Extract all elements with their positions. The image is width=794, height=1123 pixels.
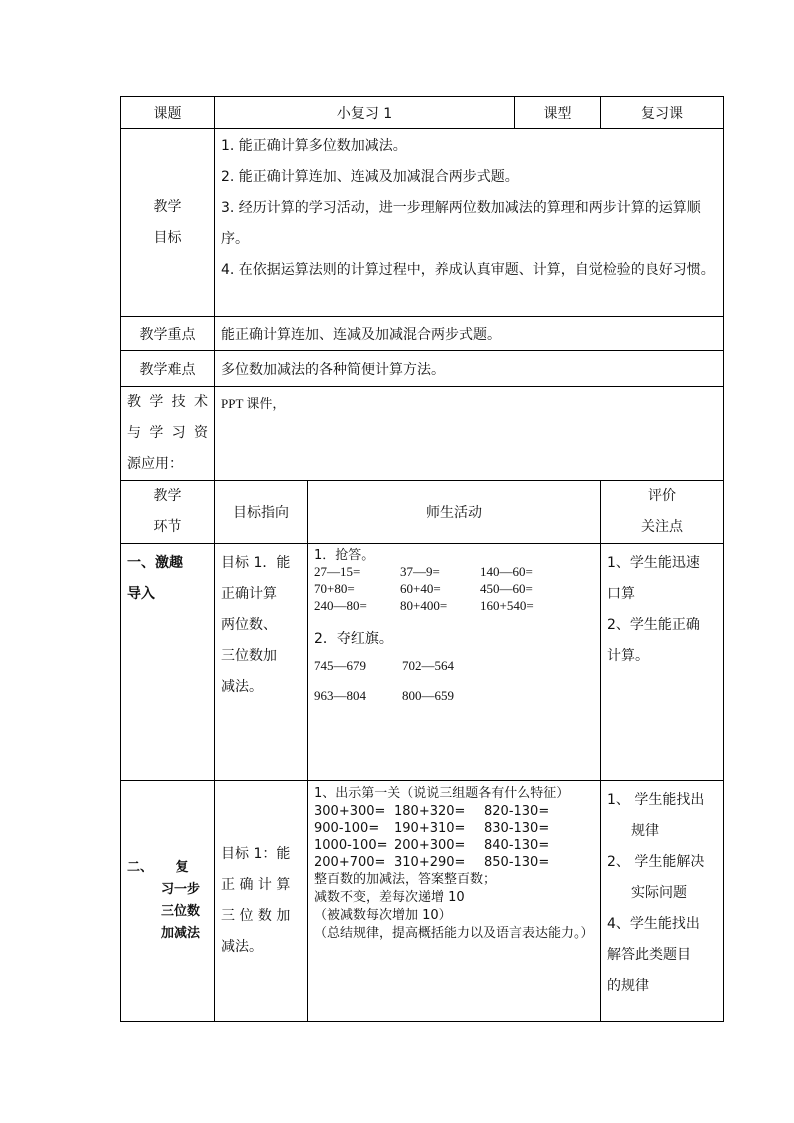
objective-item: 3. 经历计算的学习活动，进一步理解两位数加减法的算理和两步计算的运算顺序。 xyxy=(221,200,701,247)
math-item: 190+310= xyxy=(394,821,466,836)
section1-stage xyxy=(121,544,215,781)
eval-line: 口算 xyxy=(607,586,636,602)
stage-line: 一、激趣 xyxy=(127,555,183,571)
objectives-row xyxy=(121,129,724,317)
difficulty-row xyxy=(121,351,724,387)
math-item: 200+300= xyxy=(394,838,466,853)
activity-title: 1．抢答。 xyxy=(314,548,375,563)
eval-line: 的规律 xyxy=(607,978,650,994)
tech-label xyxy=(121,387,215,481)
math-item: 840-130= xyxy=(484,838,550,853)
goal-line: 三 位 数 加 xyxy=(221,908,291,924)
goal-line: 三位数加 xyxy=(221,648,277,664)
math-item: 800—659 xyxy=(402,688,454,703)
stage-line: 加减法 xyxy=(160,926,200,941)
activity-note: 整百数的加减法，答案整百数； xyxy=(314,872,497,887)
math-item: 900-100= xyxy=(314,821,380,836)
quick-answer-grid xyxy=(314,563,594,614)
eval-line: 规律 xyxy=(631,823,660,839)
eval-line: 实际问题 xyxy=(631,885,688,901)
stage-header-line: 教学 xyxy=(153,488,182,504)
type-value: 复习课 xyxy=(601,97,724,129)
key-point-value: 能正确计算连加、连减及加减混合两步式题。 xyxy=(215,317,724,351)
section2-eval xyxy=(601,781,724,1022)
column-header-row xyxy=(121,481,724,544)
eval-header-line: 关注点 xyxy=(641,519,684,535)
activity-intro: 1、出示第一关（说说三组题各有什么特征） xyxy=(314,786,570,801)
section1-eval xyxy=(601,544,724,781)
section1-goal xyxy=(215,544,308,781)
topic-label: 课题 xyxy=(121,97,215,129)
eval-line: 解答此类题目 xyxy=(607,947,692,963)
math-item: 70+80= xyxy=(314,581,355,596)
section2-activity xyxy=(308,781,601,1022)
eval-line: 2、 学生能解决 xyxy=(607,854,705,870)
stage-line: 二、 复 xyxy=(127,860,189,875)
math-item: 80+400= xyxy=(400,598,448,613)
goal-line: 目标 1．能 xyxy=(221,555,291,571)
section1-activity xyxy=(308,544,601,781)
goal-header: 目标指向 xyxy=(215,481,308,544)
objectives-label xyxy=(121,129,215,317)
eval-line: 4、学生能找出 xyxy=(607,916,700,932)
eval-line: 计算。 xyxy=(607,648,650,664)
goal-line: 正确计算 xyxy=(221,586,277,602)
eval-line: 2、学生能正确 xyxy=(607,617,700,633)
objective-item: 2. 能正确计算连加、连减及加减混合两步式题。 xyxy=(221,169,519,185)
stage-header xyxy=(121,481,215,544)
tech-label-line: 与学习资 xyxy=(127,425,208,441)
math-item: 37—9= xyxy=(400,564,440,579)
type-label: 课型 xyxy=(515,97,601,129)
stage-line: 习一步 xyxy=(160,882,200,897)
section2-row xyxy=(121,781,724,1022)
objectives-label-line: 教学 xyxy=(153,198,182,215)
section2-goal xyxy=(215,781,308,1022)
math-item: 745—679 xyxy=(314,658,366,673)
difficulty-value: 多位数加减法的各种简便计算方法。 xyxy=(215,351,724,387)
math-item: 27—15= xyxy=(314,564,361,579)
math-item: 450—60= xyxy=(480,581,533,596)
objective-item: 4. 在依据运算法则的计算过程中，养成认真审题、计算，自觉检验的良好习惯。 xyxy=(221,262,715,278)
topic-value: 小复习 1 xyxy=(215,97,515,129)
math-item: 850-130= xyxy=(484,855,550,870)
math-item: 820-130= xyxy=(484,804,550,819)
activity-header: 师生活动 xyxy=(308,481,601,544)
activity-note: （总结规律，提高概括能力以及语言表达能力。） xyxy=(314,926,594,941)
section2-stage xyxy=(121,781,215,1022)
eval-line: 1、学生能迅速 xyxy=(607,555,700,571)
math-item: 60+40= xyxy=(400,581,441,596)
stage-header-line: 环节 xyxy=(153,519,182,535)
goal-line: 减法。 xyxy=(221,679,263,695)
key-point-label: 教学重点 xyxy=(121,317,215,351)
math-item: 963—804 xyxy=(314,688,366,703)
stage-line: 导入 xyxy=(127,586,155,602)
red-flag-grid xyxy=(314,658,594,704)
tech-value: PPT 课件， xyxy=(215,387,724,481)
math-item: 830-130= xyxy=(484,821,550,836)
stage-line: 三位数 xyxy=(160,904,200,919)
activity-note: （被减数每次增加 10） xyxy=(314,908,452,923)
activity-title: 2．夺红旗。 xyxy=(314,631,393,647)
tech-label-line: 教学技术 xyxy=(127,394,208,410)
goal-line: 目标 1：能 xyxy=(221,846,291,862)
goal-line: 两位数、 xyxy=(221,617,277,633)
objective-item: 1. 能正确计算多位数加减法。 xyxy=(221,138,407,154)
math-item: 200+700= xyxy=(314,855,386,870)
math-item: 180+320= xyxy=(394,804,466,819)
tech-row xyxy=(121,387,724,481)
goal-line: 正 确 计 算 xyxy=(221,877,291,893)
activity-note: 减数不变，差每次递增 10 xyxy=(314,890,465,905)
objectives-list xyxy=(215,129,724,317)
goal-line: 减法。 xyxy=(221,939,263,955)
math-item: 300+300= xyxy=(314,804,386,819)
eval-header-line: 评价 xyxy=(648,488,677,504)
math-item: 140—60= xyxy=(480,564,533,579)
math-item: 702—564 xyxy=(402,658,454,673)
eval-header xyxy=(601,481,724,544)
difficulty-label: 教学难点 xyxy=(121,351,215,387)
math-item: 310+290= xyxy=(394,855,466,870)
key-point-row xyxy=(121,317,724,351)
header-row xyxy=(121,97,724,129)
objectives-label-line: 目标 xyxy=(153,229,182,246)
lesson-plan-table xyxy=(120,96,724,1022)
math-item: 160+540= xyxy=(480,598,534,613)
section1-row xyxy=(121,544,724,781)
tech-label-line: 源应用： xyxy=(127,456,183,472)
eval-line: 1、 学生能找出 xyxy=(607,792,705,808)
level1-grid xyxy=(314,803,594,871)
math-item: 240—80= xyxy=(314,598,367,613)
math-item: 1000-100= xyxy=(314,838,388,853)
